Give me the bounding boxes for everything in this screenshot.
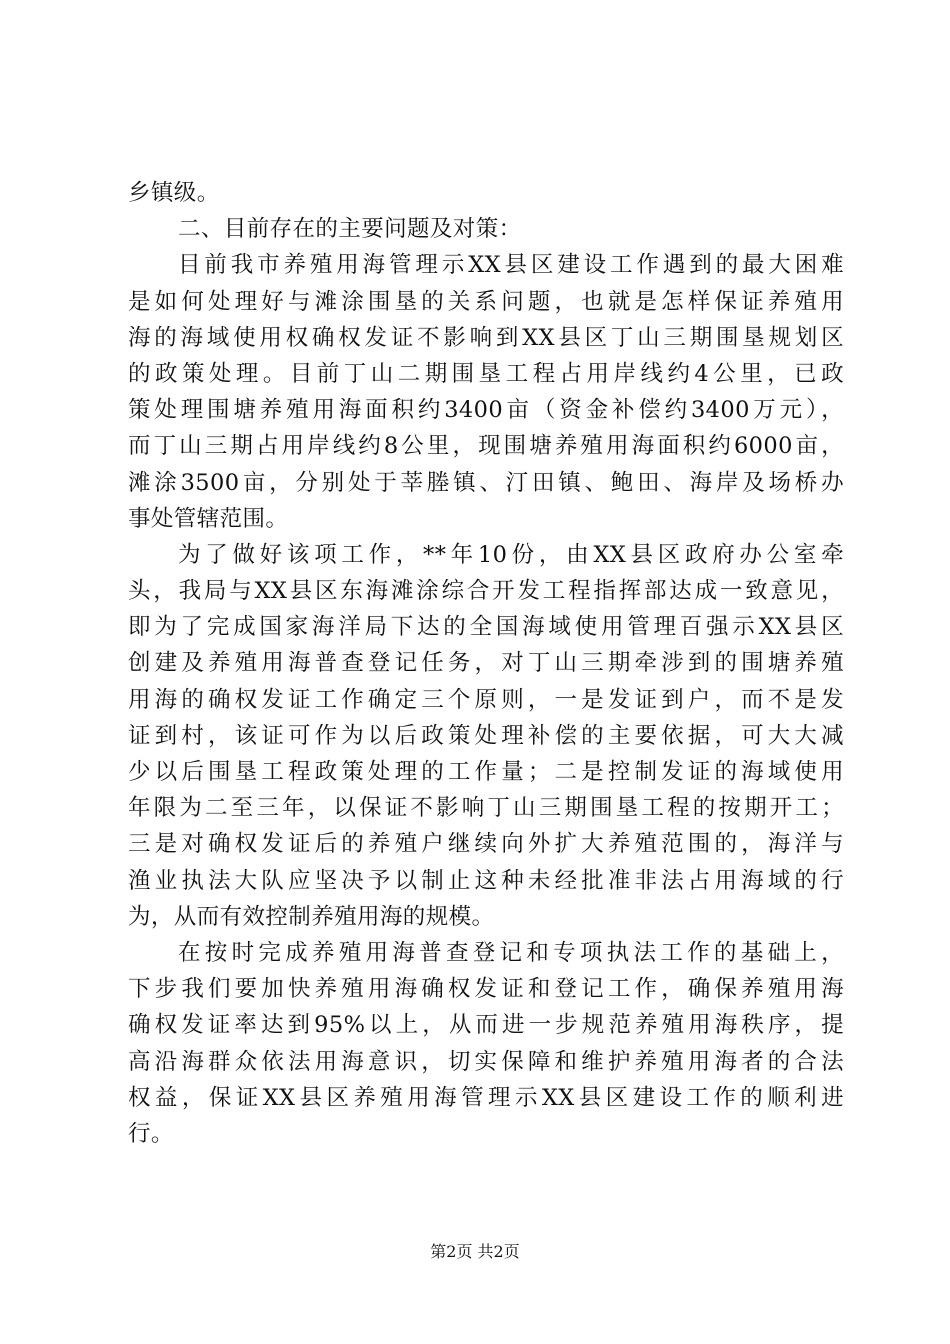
text-line: 乡镇级。 xyxy=(128,180,220,206)
text-line: 为了做好该项工作，**年10份，由XX县区政府办公室牵 xyxy=(178,541,844,568)
text-line: 渔业执法大队应坚决予以制止这种未经批准非法占用海域的行 xyxy=(128,867,844,894)
text-line: 是如何处理好与滩涂围垦的关系问题，也就是怎样保证养殖用 xyxy=(128,288,844,315)
text-line: 的政策处理。目前丁山二期围垦工程占用岸线约4公里，已政 xyxy=(128,360,844,387)
text-line: 下步我们要加快养殖用海确权发证和登记工作，确保养殖用海 xyxy=(128,976,844,1003)
text-line: 策处理围塘养殖用海面积约3400亩（资金补偿约3400万元）， xyxy=(128,397,844,424)
text-line: 即为了完成国家海洋局下达的全国海域使用管理百强示XX县区 xyxy=(128,614,844,641)
text-line: 用海的确权发证工作确定三个原则，一是发证到户，而不是发 xyxy=(128,686,844,713)
text-line: 确权发证率达到95%以上，从而进一步规范养殖用海秩序，提 xyxy=(128,1012,844,1039)
text-line: 权益，保证XX县区养殖用海管理示XX县区建设工作的顺利进 xyxy=(128,1084,844,1111)
text-line: 目前我市养殖用海管理示XX县区建设工作遇到的最大困难 xyxy=(178,252,844,279)
section-heading: 二、目前存在的主要问题及对策： xyxy=(178,216,522,243)
text-line: 在按时完成养殖用海普查登记和专项执法工作的基础上， xyxy=(178,939,844,966)
text-line: 海的海域使用权确权发证不影响到XX县区丁山三期围垦规划区 xyxy=(128,324,844,351)
page-number-footer: 第2页 共2页 xyxy=(430,1242,520,1261)
text-line: 创建及养殖用海普查登记任务，对丁山三期牵涉到的围塘养殖 xyxy=(128,650,844,677)
text-line: 三是对确权发证后的养殖户继续向外扩大养殖范围的，海洋与 xyxy=(128,831,844,858)
text-line: 高沿海群众依法用海意识，切实保障和维护养殖用海者的合法 xyxy=(128,1048,844,1075)
text-line: 证到村，该证可作为以后政策处理补偿的主要依据，可大大减 xyxy=(128,722,844,749)
text-line: 为，从而有效控制养殖用海的规模。 xyxy=(128,903,495,930)
text-line: 头，我局与XX县区东海滩涂综合开发工程指挥部达成一致意见， xyxy=(128,578,844,605)
document-body xyxy=(128,175,844,1152)
text-line: 滩涂3500亩，分别处于莘塍镇、汀田镇、鲍田、海岸及场桥办 xyxy=(128,469,844,496)
text-line: 年限为二至三年，以保证不影响丁山三期围垦工程的按期开工； xyxy=(128,795,844,822)
text-line: 行。 xyxy=(128,1120,174,1147)
text-line: 少以后围垦工程政策处理的工作量；二是控制发证的海域使用 xyxy=(128,759,844,785)
text-line: 事处管辖范围。 xyxy=(128,505,289,532)
text-line: 而丁山三期占用岸线约8公里，现围塘养殖用海面积约6000亩， xyxy=(128,433,844,460)
